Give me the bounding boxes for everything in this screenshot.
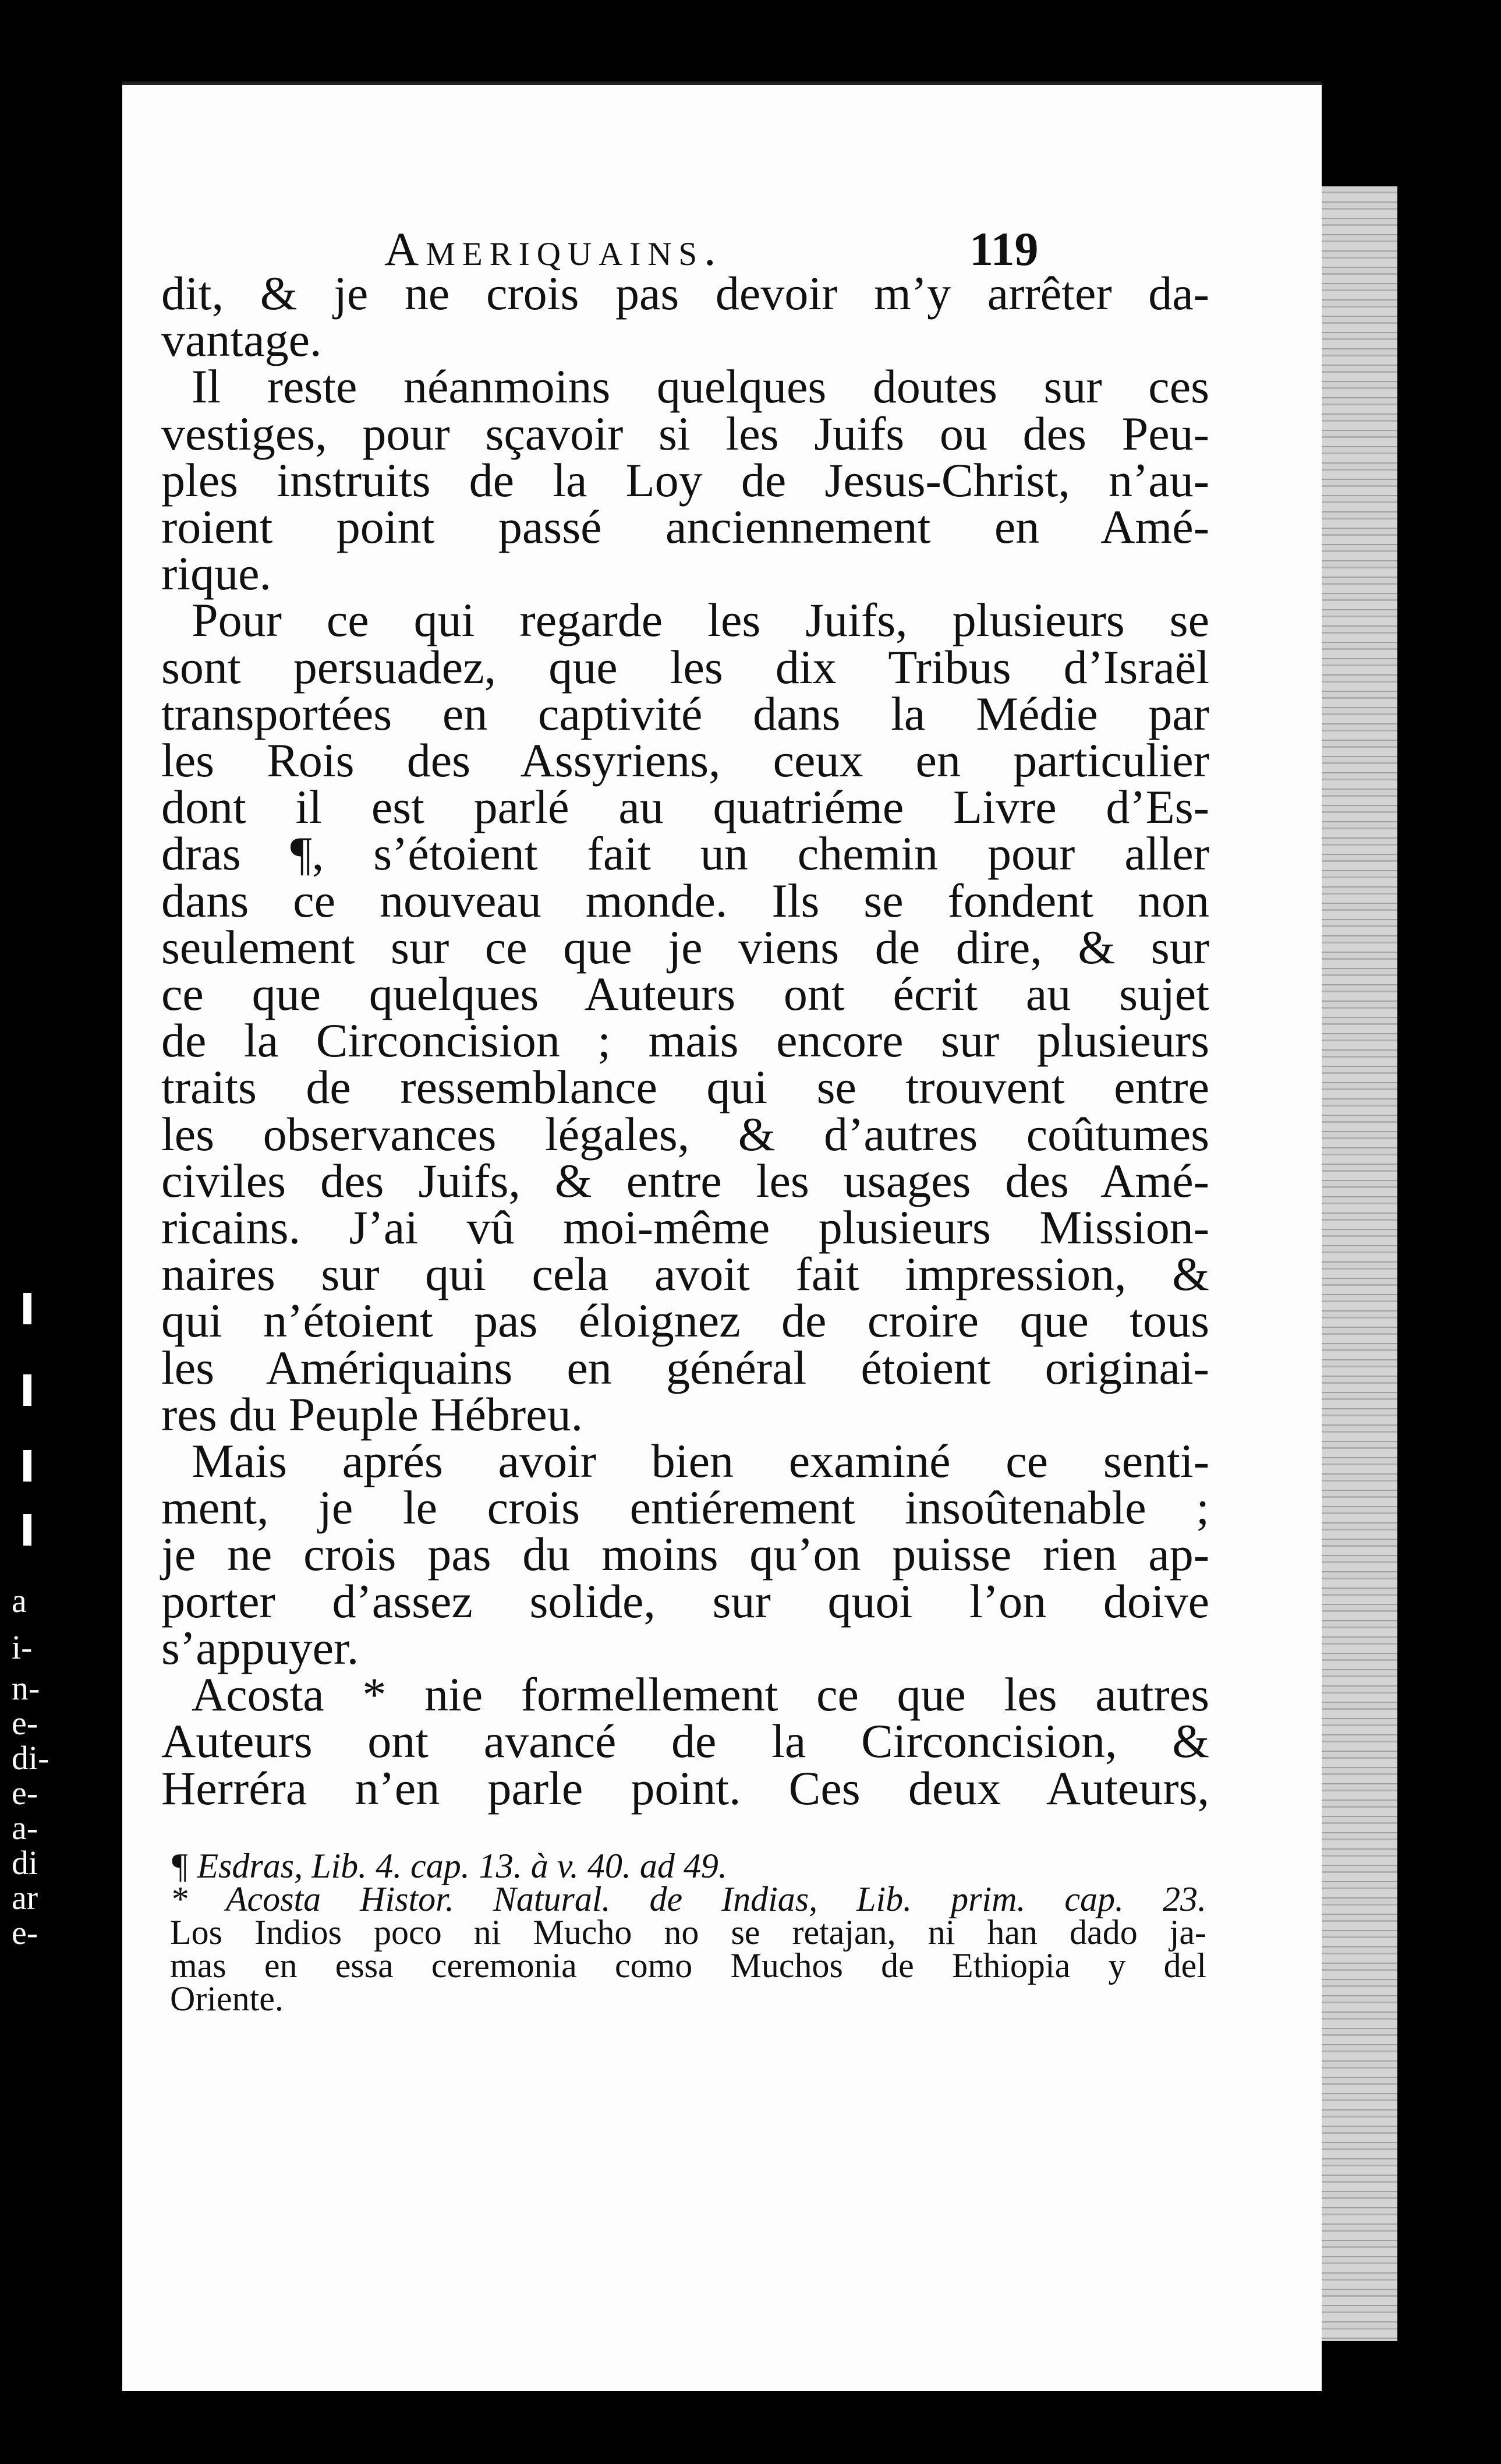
text-line: de la Circoncision ; mais encore sur plusieurs: [161, 1014, 1209, 1067]
footnote-line: ¶ Esdras, Lib. 4. cap. 13. à v. 40. ad 49.: [170, 1847, 727, 1885]
text-line: dont il est parlé au quatriéme Livre d’Es-: [161, 780, 1209, 834]
facing-page-fragment: e-: [12, 1774, 38, 1812]
body-text: [161, 267, 1209, 1815]
text-line: Il reste néanmoins quelques doutes sur ces: [192, 360, 1209, 413]
text-line: Mais aprés avoir bien examiné ce senti-: [192, 1434, 1209, 1488]
facing-page-fragment: di-: [12, 1739, 49, 1777]
book-page: [122, 82, 1322, 2391]
text-line: ricains. J’ai vû moi-même plusieurs Mission-: [161, 1201, 1209, 1254]
text-line: sont persuadez, que les dix Tribus d’Israël: [161, 640, 1209, 694]
facing-page-mark: [23, 1514, 31, 1546]
footnotes: [170, 1847, 1206, 2018]
text-line: seulement sur ce que je viens de dire, & sur: [161, 920, 1209, 974]
facing-page-fragment: ar: [12, 1879, 38, 1917]
text-line: dras ¶, s’étoient fait un chemin pour aller: [161, 827, 1209, 881]
text-line: porter d’assez solide, sur quoi l’on doive: [161, 1574, 1209, 1628]
text-line: Acosta * nie formellement ce que les autres: [192, 1668, 1209, 1721]
facing-page-fragment: a-: [12, 1809, 38, 1847]
text-line: je ne crois pas du moins qu’on puisse rien ap-: [161, 1528, 1209, 1581]
footnote-line: mas en essa ceremonia como Muchos de Ethiopia y del: [170, 1946, 1206, 1985]
facing-page-fragment: di: [12, 1844, 38, 1882]
facing-page-fragments: [0, 1258, 122, 1952]
text-line: Pour ce qui regarde les Juifs, plusieurs se: [192, 593, 1209, 647]
text-line: transportées en captivité dans la Médie par: [161, 687, 1209, 740]
text-line: ment, je le crois entiérement insoûtenable ;: [161, 1481, 1209, 1535]
text-line: ples instruits de la Loy de Jesus-Christ, n’au-: [161, 453, 1209, 507]
text-line: naires sur qui cela avoit fait impression, &: [161, 1247, 1209, 1301]
text-line: les observances légales, & d’autres coûtumes: [161, 1107, 1209, 1161]
text-line: s’appuyer.: [161, 1621, 359, 1674]
facing-page-mark: [23, 1374, 31, 1406]
facing-page-fragment: e-: [12, 1914, 38, 1952]
running-title: Ameriquains.: [384, 222, 723, 275]
facing-page-fragment: n-: [12, 1669, 40, 1707]
adjacent-page-edge: [1322, 186, 1397, 2341]
text-line: les Amériquains en général étoient originai-: [161, 1341, 1209, 1394]
text-line: rique.: [161, 547, 271, 600]
footnote-line: * Acosta Histor. Natural. de Indias, Lib. prim. cap. 23.: [170, 1880, 1206, 1918]
text-line: vantage.: [161, 313, 322, 367]
text-line: ce que quelques Auteurs ont écrit au sujet: [161, 967, 1209, 1021]
text-line: vestiges, pour sçavoir si les Juifs ou des Peu-: [161, 406, 1209, 460]
facing-page-fragment: e-: [12, 1704, 38, 1742]
text-line: Herréra n’en parle point. Ces deux Auteurs,: [161, 1761, 1209, 1815]
text-line: les Rois des Assyriens, ceux en particulier: [161, 734, 1209, 787]
text-line: traits de ressemblance qui se trouvent entre: [161, 1060, 1209, 1114]
text-line: Auteurs ont avancé de la Circoncision, &: [161, 1714, 1209, 1768]
text-line: qui n’étoient pas éloignez de croire que tous: [161, 1294, 1209, 1348]
facing-page-fragment: i-: [12, 1628, 33, 1666]
text-line: dit, & je ne crois pas devoir m’y arrêter da-: [161, 267, 1209, 320]
text-line: dans ce nouveau monde. Ils se fondent non: [161, 874, 1209, 927]
text-line: roient point passé anciennement en Amé-: [161, 500, 1209, 554]
footnote-line: Los Indios poco ni Mucho no se retajan, ni han dado ja-: [170, 1913, 1206, 1952]
facing-page-fragment: a: [12, 1582, 27, 1620]
footnote-line: Oriente.: [170, 1979, 284, 2018]
page-number: 119: [969, 222, 1039, 275]
text-line: civiles des Juifs, & entre les usages des Amé-: [161, 1154, 1209, 1207]
facing-page-mark: [23, 1293, 31, 1324]
text-line: res du Peuple Hébreu.: [161, 1387, 583, 1441]
facing-page-mark: [23, 1450, 31, 1482]
